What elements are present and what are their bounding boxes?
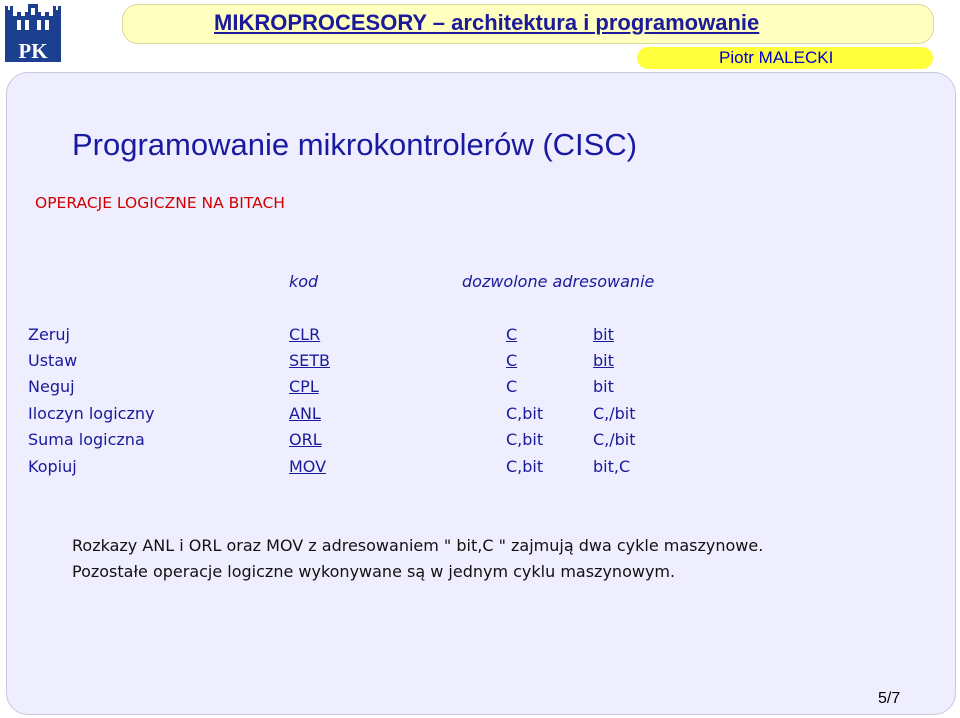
page-number: 5/7 bbox=[878, 690, 901, 707]
row-operation: Zeruj bbox=[28, 325, 70, 344]
row-addressing-2: bit bbox=[593, 351, 614, 370]
row-addressing-1: C,bit bbox=[506, 404, 544, 423]
row-addressing-1: C,bit bbox=[506, 457, 544, 476]
row-code: CPL bbox=[289, 377, 319, 396]
row-addressing-2: bit bbox=[593, 325, 614, 344]
column-header-addressing: dozwolone adresowanie bbox=[462, 272, 655, 291]
row-addressing-2: C,/bit bbox=[593, 404, 636, 423]
row-code: CLR bbox=[289, 325, 321, 344]
row-operation: Kopiuj bbox=[28, 457, 77, 476]
note-line-2: Pozostałe operacje logiczne wykonywane są w jednym cyklu maszynowym. bbox=[72, 562, 676, 581]
content-panel bbox=[6, 72, 956, 715]
row-addressing-2: bit bbox=[593, 377, 614, 396]
section-subtitle: OPERACJE LOGICZNE NA BITACH bbox=[35, 194, 285, 212]
row-operation: Neguj bbox=[28, 377, 75, 396]
slide-title: Programowanie mikrokontrolerów (CISC) bbox=[72, 127, 638, 162]
row-addressing-1: C bbox=[506, 377, 518, 396]
row-operation: Ustaw bbox=[28, 351, 78, 370]
note-line-1: Rozkazy ANL i ORL oraz MOV z adresowaniem " bit,C " zajmują dwa cykle maszynowe. bbox=[72, 536, 764, 555]
row-addressing-2: bit,C bbox=[593, 457, 631, 476]
row-code: SETB bbox=[289, 351, 331, 370]
row-operation: Suma logiczna bbox=[28, 430, 145, 449]
author-name: Piotr MALECKI bbox=[719, 48, 834, 67]
row-addressing-2: C,/bit bbox=[593, 430, 636, 449]
column-header-code: kod bbox=[289, 272, 319, 291]
row-operation: Iloczyn logiczny bbox=[28, 404, 155, 423]
row-code: MOV bbox=[289, 457, 327, 476]
row-code: ORL bbox=[289, 430, 322, 449]
row-addressing-1: C bbox=[506, 351, 518, 370]
row-addressing-1: C,bit bbox=[506, 430, 544, 449]
row-addressing-1: C bbox=[506, 325, 518, 344]
university-logo bbox=[3, 2, 63, 64]
row-code: ANL bbox=[289, 404, 321, 423]
course-title: MIKROPROCESORY – architektura i programowanie bbox=[214, 10, 760, 35]
logo-text: PK bbox=[18, 39, 48, 63]
